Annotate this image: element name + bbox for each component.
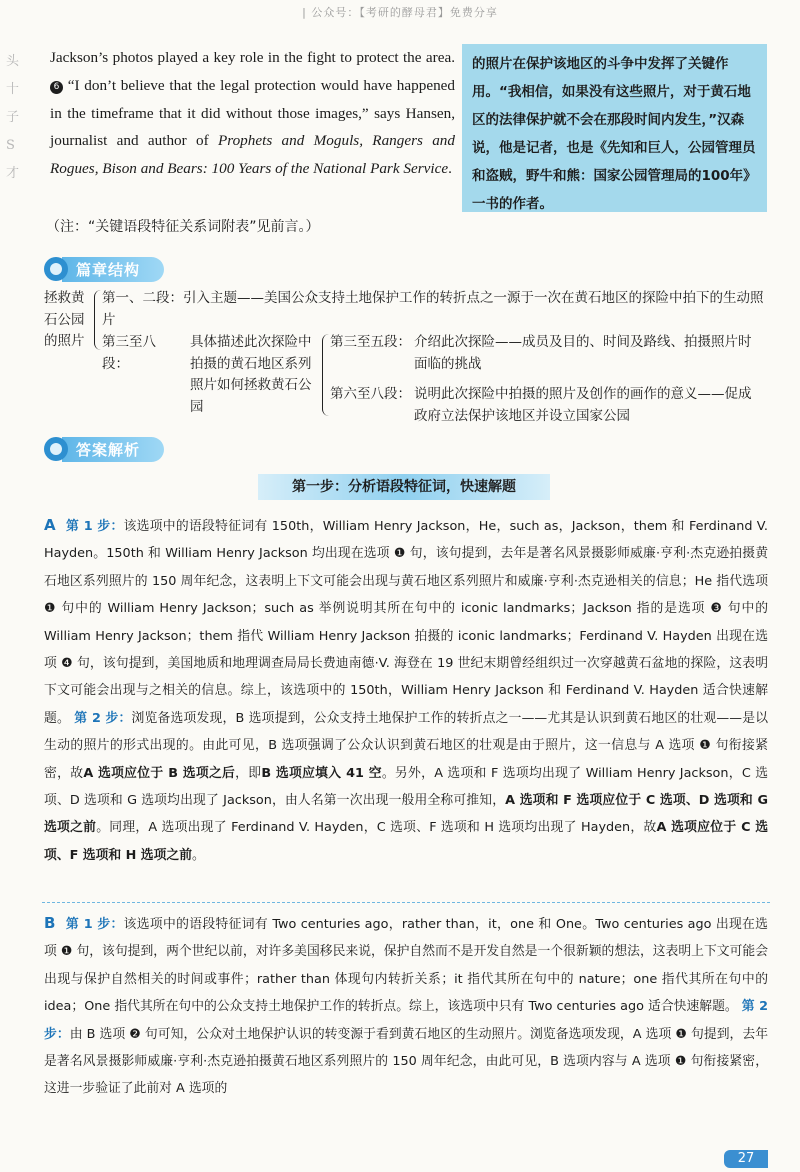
step-tag: 第 2 步： [74, 710, 132, 726]
answer-text: 该选项中的语段特征词有 150th，William Henry Jackson，He，such as，Jackson，them 和 Ferdinand V. Hayden。150th 和 William Henry Jackson 均出现在选项 ❶ 句，该句提到，去年是著名风景摄影师威廉·亨利·杰克逊拍摄黄石地区系列照片的 150 周年纪念，这表明上下文可能会出现与黄石地区系列照片和威廉·亨利·杰克逊相关的信息；He 指代选项 ❶ 句中的 William Henry Jackson；such as 举例说明其所在句中的 iconic landmarks；Jackson 指的是选项 ❸ 句中的 William Henry Jackson；them 指代 William Henry Jackson 拍摄的 iconic landmarks；Ferdinand V. Hayden 出现在选项 ❹ 句，该句提到，美国地质和地理调查局局长费迪南德·V. 海登在 19 世纪末期曾经组织过一次穿越黄石盆地的探险，这表明下文可能会出现与之相关的信息。综上，该选项中的 150th，William Henry Jackson 和 Ferdinand V. Hayden 适合快速解题。 [44, 519, 768, 726]
chinese-translation-box: 的照片在保护该地区的斗争中发挥了关键作用。“我相信，如果没有这些照片，对于黄石地区的法律保护就不会在那段时间内发生，”汉森说，他是记者，也是《先知和巨人，公园管理员和盗贼，野牛和熊：国家公园管理局的100年》一书的作者。 [462, 44, 767, 212]
answer-text: ，即 [235, 765, 262, 781]
answer-text: 。 [192, 847, 205, 863]
section-title: 答案解析 [62, 437, 164, 462]
answer-text: 。另外，A 选项和 F 选项均出现了 William Henry Jackson，C 选项、D 选项和 G 选项均出现了 Jackson，由人名第一次出现一般用全称可推知， [44, 765, 768, 809]
step-tag: 第 1 步： [65, 519, 124, 534]
answer-text: 该选项中的语段特征词有 Two centuries ago，rather than，it，one 和 One。Two centuries ago 出现在选项 ❶ 句，该句提到，两个世纪以前，对许多美国移民来说，保护自然而不是开发自然是一个很新颖的想法，这表明上下文可能会出现与保护自然相关的时间或事件；rather than 体现句内转折关系；it 指代其所在句中的 nature；one 指代其所在句中的 idea；One 指代其所在句中的公众支持土地保护工作的转折点。综上，该选项中只有 Two centuries ago 适合快速解题。 [44, 917, 768, 1015]
margin-mark: 十 [6, 82, 20, 97]
brace [322, 334, 329, 416]
english-sentence-1: Jackson’s photos played a key role in the fight to protect the area. [50, 49, 455, 66]
section-title: 篇章结构 [62, 257, 164, 282]
step-banner: 第一步：分析语段特征词，快速解题 [258, 474, 550, 500]
answer-text: 由 B 选项 ❷ 句可知，公众对土地保护认识的转变源于看到黄石地区的生动照片。浏览备选项发现，A 选项 ❶ 句提到，去年是著名风景摄影师威廉·亨利·杰克逊拍摄黄石地区系列照片的 150 周年纪念，由此可见，B 选项内容与 A 选项 ❶ 句衔接紧密，这进一步验证了此前对 A 选项的 [44, 1026, 769, 1097]
answer-letter: B [44, 914, 56, 932]
margin-mark: 才 [6, 166, 20, 181]
answer-text: 。同理，A 选项出现了 Ferdinand V. Hayden，C 选项、F 选项和 H 选项均出现了 Hayden，故 [96, 820, 657, 836]
sentence-number-icon: 6 [50, 81, 63, 94]
brace [94, 290, 101, 350]
sub2-label: 第六至八段： [330, 386, 411, 402]
top-banner: | 公众号：【考研的酵母君】免费分享 [302, 6, 498, 19]
step-tag: 第 1 步： [65, 917, 124, 932]
english-end: . [448, 160, 452, 178]
structure-row-2-text: 具体描述此次探险中拍摄的黄石地区系列照片如何拯救黄石公园 [190, 334, 312, 415]
answer-bold: B 选项应填入 41 空 [261, 765, 382, 781]
answer-a-block [44, 512, 768, 869]
answer-b-block [44, 910, 768, 1103]
step-tag: 第 2 步： [44, 999, 768, 1042]
answer-letter: A [44, 516, 56, 534]
row-text: 引入主题——美国公众支持土地保护工作的转折点之一源于一次在黄石地区的探险中拍下的生动照片 [102, 290, 764, 328]
answer-bold: A 选项应位于 B 选项之后 [83, 765, 236, 781]
book-title: Prophets and Moguls, Rangers and Rogues, Bison and Bears: 100 Years of the National Park Service [50, 132, 455, 178]
answer-bold: A 选项和 F 选项应位于 C 选项、D 选项和 G 选项之前 [44, 793, 768, 836]
page-number: 27 [724, 1150, 768, 1168]
english-sentence-2: “I don’t believe that the legal protection would have happened in the timeframe that it did without those images,” says Hansen, journalist and author of [50, 76, 455, 150]
margin-marks [6, 48, 19, 188]
section-header-answers [44, 436, 164, 462]
footnote: （注：“关键语段特征关系词附表”见前言。） [46, 219, 320, 235]
bubble-icon [44, 437, 68, 461]
answer-text: 浏览备选项发现，B 选项提到，公众支持土地保护工作的转折点之一——尤其是认识到黄石地区的壮观——是以生动的照片的形式出现的。由此可见，B 选项强调了公众认识到黄石地区的壮观是由于照片，这一信息与 A 选项 ❶ 句衔接紧密，故 [44, 710, 768, 781]
divider [42, 902, 770, 903]
section-header-structure [44, 256, 164, 282]
margin-mark: 头 [6, 54, 20, 69]
answer-bold: A 选项应位于 C 选项、F 选项和 H 选项之前 [44, 820, 768, 863]
structure-root: 拯救黄石公园的照片 [44, 290, 85, 349]
structure-row-2-label: 第三至八段： [102, 334, 156, 372]
bubble-icon [44, 257, 68, 281]
english-paragraph [50, 44, 455, 183]
sub1-text: 介绍此次探险——成员及目的、时间及路线、拍摄照片时面临的挑战 [414, 334, 752, 372]
sub1-label: 第三至五段： [330, 334, 411, 350]
sub2-text: 说明此次探险中拍摄的照片及创作的画作的意义——促成政府立法保护该地区并设立国家公园 [414, 386, 752, 424]
structure-row-1 [102, 288, 772, 331]
margin-mark: 子 [6, 110, 20, 125]
margin-mark: S [6, 138, 15, 153]
row-label: 第一、二段： [102, 290, 183, 306]
